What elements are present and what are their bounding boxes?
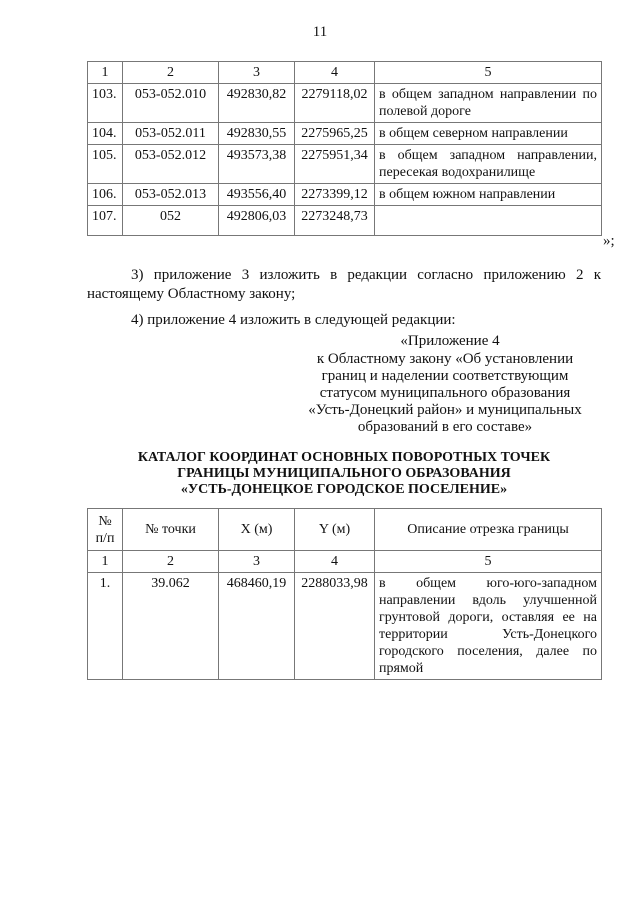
segment-description: в общем юго-юго-западном направлении вдоль улучшенной грунтовой дороги, оставляя ее на территории Усть-Донецкого городского поселения, далее по прямой xyxy=(375,573,602,680)
table-row xyxy=(88,184,602,206)
annex-reference xyxy=(290,351,600,436)
y-coordinate: 2273399,12 xyxy=(295,184,375,206)
annex-reference-line: границ и наделении соответствующим xyxy=(321,368,569,384)
annex-reference-line: к Областному закону «Об установлении xyxy=(316,351,574,367)
annex-title: «Приложение 4 xyxy=(400,333,500,349)
coordinates-table-continued xyxy=(87,61,602,236)
point-id: 053-052.011 xyxy=(123,123,219,145)
annex-reference-line: образований в его составе» xyxy=(357,419,533,435)
page-number: 11 xyxy=(312,24,328,40)
column-header-point: № точки xyxy=(123,509,219,551)
column-header-x: X (м) xyxy=(219,509,295,551)
y-coordinate: 2275965,25 xyxy=(295,123,375,145)
table-row xyxy=(88,123,602,145)
catalog-title-line: КАТАЛОГ КООРДИНАТ ОСНОВНЫХ ПОВОРОТНЫХ ТОЧЕК xyxy=(137,450,551,465)
x-coordinate: 492830,82 xyxy=(219,84,295,123)
table-row xyxy=(88,84,602,123)
y-coordinate: 2275951,34 xyxy=(295,145,375,184)
paragraph-annex-4: 4) приложение 4 изложить в следующей редакции: xyxy=(131,312,456,328)
header-cell: 1 xyxy=(88,62,123,84)
catalog-title xyxy=(87,450,601,498)
column-number: 1 xyxy=(88,551,123,573)
table-column-header-row xyxy=(88,509,602,551)
segment-description: в общем северном направлении xyxy=(375,123,602,145)
point-id: 053-052.012 xyxy=(123,145,219,184)
row-number: 106. xyxy=(88,184,123,206)
header-cell: 5 xyxy=(375,62,602,84)
column-header-y: Y (м) xyxy=(295,509,375,551)
row-number: 104. xyxy=(88,123,123,145)
table-row xyxy=(88,145,602,184)
x-coordinate: 492830,55 xyxy=(219,123,295,145)
catalog-title-line: ГРАНИЦЫ МУНИЦИПАЛЬНОГО ОБРАЗОВАНИЯ xyxy=(177,466,511,481)
annex-reference-line: статусом муниципального образования xyxy=(319,385,571,401)
column-header-description: Описание отрезка границы xyxy=(375,509,602,551)
catalog-title-line: «УСТЬ-ДОНЕЦКОЕ ГОРОДСКОЕ ПОСЕЛЕНИЕ» xyxy=(180,482,508,497)
annex-reference-line: «Усть-Донецкий район» и муниципальных xyxy=(308,402,582,418)
segment-description: в общем западном направлении, пересекая водохранилище xyxy=(375,145,602,184)
segment-description xyxy=(375,206,602,236)
column-header-number: № п/п xyxy=(88,509,123,551)
table-row xyxy=(88,573,602,680)
column-number: 2 xyxy=(123,551,219,573)
paragraph-annex-3: 3) приложение 3 изложить в редакции согласно приложению 2 к настоящему Областному закону; xyxy=(87,267,601,302)
row-number: 105. xyxy=(88,145,123,184)
point-id: 39.062 xyxy=(123,573,219,680)
segment-description: в общем западном направлении по полевой дороге xyxy=(375,84,602,123)
row-number: 103. xyxy=(88,84,123,123)
row-number: 1. xyxy=(88,573,123,680)
table-row xyxy=(88,206,602,236)
column-number: 5 xyxy=(375,551,602,573)
closing-quote: »; xyxy=(603,233,615,249)
header-cell: 2 xyxy=(123,62,219,84)
table-header-row xyxy=(88,62,602,84)
row-number: 107. xyxy=(88,206,123,236)
point-id: 052 xyxy=(123,206,219,236)
x-coordinate: 468460,19 xyxy=(219,573,295,680)
segment-description: в общем южном направлении xyxy=(375,184,602,206)
x-coordinate: 493556,40 xyxy=(219,184,295,206)
y-coordinate: 2288033,98 xyxy=(295,573,375,680)
y-coordinate: 2273248,73 xyxy=(295,206,375,236)
point-id: 053-052.010 xyxy=(123,84,219,123)
x-coordinate: 492806,03 xyxy=(219,206,295,236)
y-coordinate: 2279118,02 xyxy=(295,84,375,123)
coordinates-catalog-table xyxy=(87,508,602,680)
column-number: 4 xyxy=(295,551,375,573)
header-cell: 3 xyxy=(219,62,295,84)
table-numbers-row xyxy=(88,551,602,573)
column-number: 3 xyxy=(219,551,295,573)
header-cell: 4 xyxy=(295,62,375,84)
point-id: 053-052.013 xyxy=(123,184,219,206)
x-coordinate: 493573,38 xyxy=(219,145,295,184)
